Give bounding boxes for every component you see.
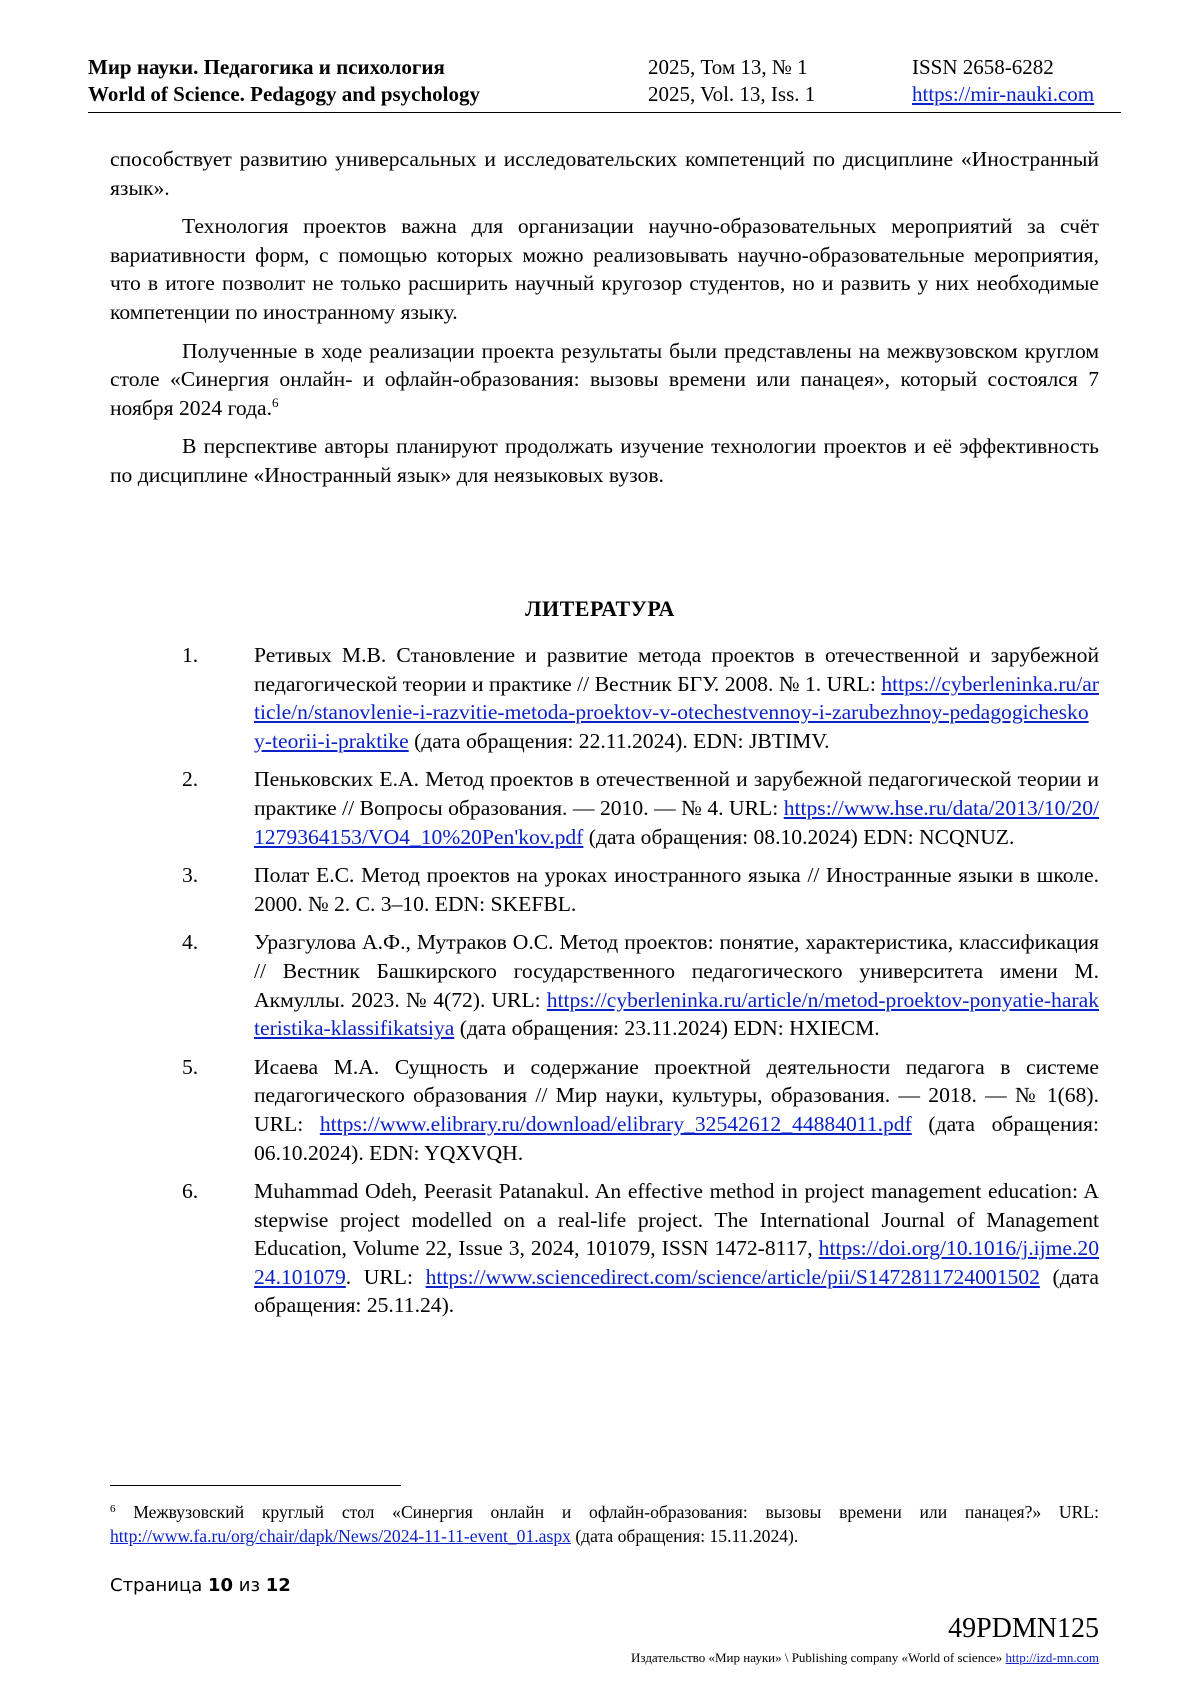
reference-tail: (дата обращения: 23.11.2024) EDN: HXIECM.: [454, 1016, 880, 1041]
reference-text: Muhammad Odeh, Peerasit Patanakul. An effective method in project management education: A stepwise project modelled on a real-life project. The International Journal of Management Education, Volume 22, Issue 3, 2024, 101079, ISSN 1472-8117,: [254, 1179, 1099, 1261]
reference-text: Полат Е.С. Метод проектов на уроках иностранного языка // Иностранные языки в школе. 2000. № 2. С. 3–10. EDN: SKEFBL.: [254, 863, 1099, 916]
reference-number: 5.: [182, 1054, 199, 1079]
publisher-link[interactable]: http://izd-mn.com: [1005, 1650, 1099, 1665]
page-header: [88, 52, 1121, 113]
reference-tail: (дата обращения: 08.10.2024) EDN: NCQNUZ.: [583, 824, 1015, 849]
paragraph: В перспективе авторы планируют продолжать изучение технологии проектов и её эффективность по дисциплине «Иностранный язык» для неязыковых вузов.: [110, 434, 1099, 487]
reference-tail: (дата обращения: 06.10.2024). EDN: YQXVQH.: [254, 1111, 1099, 1165]
reference-number: 2.: [182, 767, 199, 792]
page-total: 12: [265, 1575, 291, 1596]
article-code: 49PDMN125: [948, 1613, 1099, 1644]
reference-tail: (дата обращения: 22.11.2024). EDN: JBTIMV.: [408, 728, 830, 753]
reference-link[interactable]: https://cyberleninka.ru/article/n/stanovlenie-i-razvitie-metoda-proektov-v-otechestvennoy-i-zarubezhnoy-pedagogicheskoy-teorii-i-praktike: [254, 671, 1099, 753]
issn: ISSN 2658-6282: [912, 55, 1054, 79]
reference-number: 3.: [182, 863, 199, 888]
journal-title-ru: Мир науки. Педагогика и психология: [88, 55, 445, 79]
reference-item: [110, 765, 1099, 851]
footnote-text: Межвузовский круглый стол «Синергия онлайн и офлайн-образования: вызовы времени или панацея?» URL:: [115, 1502, 1099, 1522]
reference-number: 4.: [182, 930, 199, 955]
reference-item: [110, 928, 1099, 1042]
issue-ru: 2025, Том 13, № 1: [648, 55, 808, 79]
paragraph-text: Полученные в ходе реализации проекта результаты были представлены на межвузовском круглом столе «Синергия онлайн- и офлайн-образования: вызовы времени или панацея», который состоялся 7 ноября 2024 года.: [110, 338, 1099, 420]
page-of: из: [233, 1575, 266, 1596]
reference-mid: . URL:: [345, 1264, 426, 1289]
reference-text: Исаева М.А. Сущность и содержание проектной деятельности педагога в системе педагогического образования // Мир науки, культуры, образования. — 2018. — № 1(68). URL:: [254, 1054, 1099, 1136]
paragraph: Технология проектов важна для организации научно-образовательных мероприятий за счёт вариативности форм, с помощью которых можно реализовывать научно-образовательные мероприятия, что в итоге позволит не только расширить научный кругозор студентов, но и развить у них необходимые компетенции по иностранному языку.: [110, 214, 1099, 324]
reference-number: 6.: [182, 1179, 199, 1204]
page-current: 10: [207, 1575, 234, 1596]
footnote-ref[interactable]: 6: [272, 394, 279, 410]
reference-item: [110, 641, 1099, 755]
publisher-text: Издательство «Мир науки» \ Publishing company «World of science»: [631, 1650, 1006, 1665]
reference-list: [110, 641, 1099, 1330]
page-prefix: Страница: [110, 1575, 208, 1596]
reference-item: [110, 1177, 1099, 1320]
footnote-number: 6: [110, 1503, 116, 1515]
reference-tail: (дата обращения: 25.11.24).: [254, 1264, 1099, 1318]
page-counter: [110, 1575, 291, 1596]
reference-link[interactable]: https://www.hse.ru/data/2013/10/20/1279364153/VO4_10%20Pen'kov.pdf: [254, 795, 1099, 849]
paragraph: [110, 337, 1099, 423]
journal-title-en: World of Science. Pedagogy and psychology: [88, 82, 481, 106]
reference-link[interactable]: https://doi.org/10.1016/j.ijme.2024.101079: [254, 1236, 1099, 1289]
article-body: [110, 145, 1099, 500]
issue-en: 2025, Vol. 13, Iss. 1: [648, 82, 816, 106]
references-heading: ЛИТЕРАТУРА: [525, 596, 675, 621]
issue-info: [648, 54, 815, 108]
paragraph: способствует развитию универсальных и исследовательских компетенций по дисциплине «Иностранный язык».: [110, 147, 1099, 200]
reference-text: Ретивых М.В. Становление и развитие метода проектов в отечественной и зарубежной педагогической теории и практике // Вестник БГУ. 2008. № 1. URL:: [254, 643, 1099, 696]
journal-ids: [912, 54, 1094, 108]
footnote-separator: [110, 1485, 401, 1486]
footnote-link[interactable]: http://www.fa.ru/org/chair/dapk/News/2024-11-11-event_01.aspx: [110, 1526, 571, 1546]
publisher-line: [631, 1650, 1099, 1666]
reference-number: 1.: [182, 643, 199, 667]
journal-url-link[interactable]: https://mir-nauki.com: [912, 82, 1095, 106]
reference-text: Уразгулова А.Ф., Мутраков О.С. Метод проектов: понятие, характеристика, классификация // Вестник Башкирского государственного педагогического университета имени М. Акмуллы. 2023. № 4(72). URL:: [254, 930, 1099, 1012]
reference-link[interactable]: https://cyberleninka.ru/article/n/metod-proektov-ponyatie-harakteristika-klassifikatsiya: [254, 987, 1099, 1041]
reference-text: Пеньковских Е.А. Метод проектов в отечественной и зарубежной педагогической теории и практике // Вопросы образования. — 2010. — № 4. URL:: [254, 767, 1099, 820]
reference-link[interactable]: https://www.elibrary.ru/download/elibrary_32542612_44884011.pdf: [319, 1111, 912, 1136]
reference-item: [110, 1053, 1099, 1167]
reference-link[interactable]: https://www.sciencedirect.com/science/article/pii/S1472811724001502: [425, 1264, 1040, 1289]
journal-title: [88, 54, 480, 108]
reference-item: [110, 861, 1099, 918]
footnote: [110, 1500, 1099, 1548]
footnote-tail: (дата обращения: 15.11.2024).: [570, 1526, 799, 1546]
